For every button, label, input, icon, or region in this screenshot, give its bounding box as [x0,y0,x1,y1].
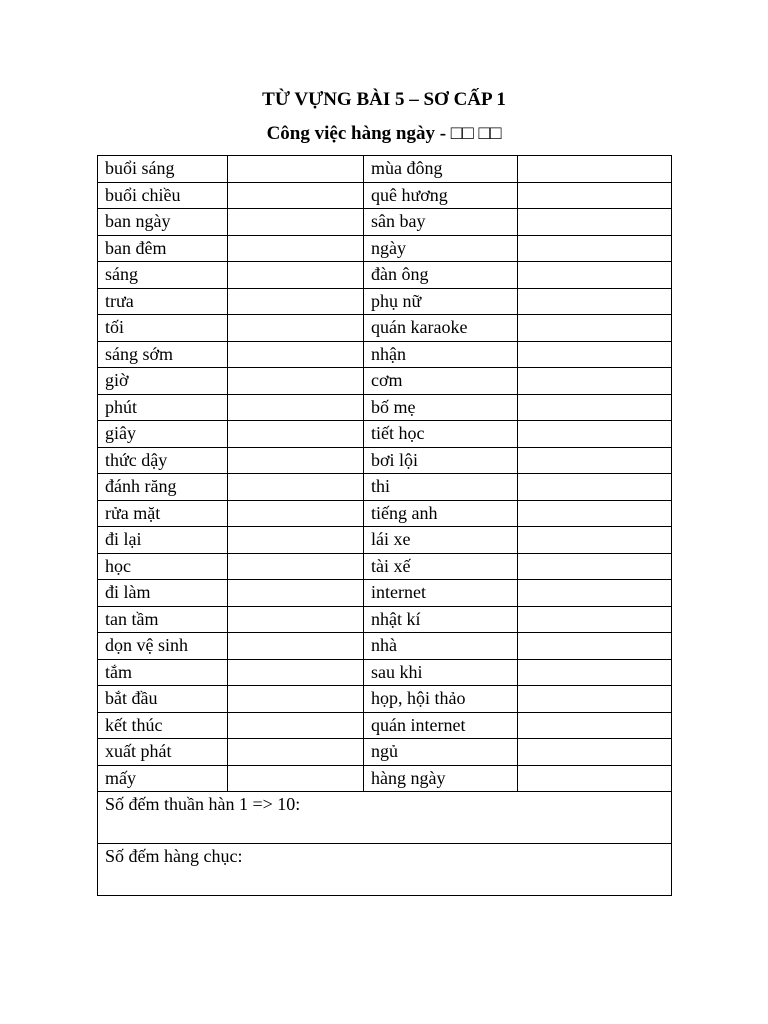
vocab-word-left: buổi sáng [98,156,228,183]
vocab-word-left: rửa mặt [98,500,228,527]
answer-cell-left[interactable] [228,553,364,580]
answer-cell-right[interactable] [518,686,672,713]
vocab-word-right: sau khi [364,659,518,686]
answer-cell-right[interactable] [518,182,672,209]
table-row [98,500,672,527]
answer-cell-left[interactable] [228,659,364,686]
answer-cell-right[interactable] [518,500,672,527]
answer-cell-left[interactable] [228,182,364,209]
vocab-word-left: tắm [98,659,228,686]
answer-cell-right[interactable] [518,315,672,342]
answer-cell-left[interactable] [228,606,364,633]
table-row [98,315,672,342]
vocab-word-left: trưa [98,288,228,315]
page-title: TỪ VỰNG BÀI 5 – SƠ CẤP 1 [262,89,506,110]
answer-cell-left[interactable] [228,368,364,395]
vocab-word-right: internet [364,580,518,607]
answer-cell-right[interactable] [518,156,672,183]
vocab-word-left: xuất phát [98,739,228,766]
vocab-word-left: tối [98,315,228,342]
table-row [98,527,672,554]
vocab-word-right: ngủ [364,739,518,766]
vocabulary-table-body [98,156,672,792]
vocab-word-left: sáng sớm [98,341,228,368]
vocab-word-right: sân bay [364,209,518,236]
table-row [98,447,672,474]
table-row [98,182,672,209]
subtitle-text: Công việc hàng ngày - [266,123,447,144]
note-row-native-numbers [98,792,672,844]
vocab-word-left: giây [98,421,228,448]
answer-cell-right[interactable] [518,394,672,421]
vocab-word-right: nhà [364,633,518,660]
vocab-word-left: tan tầm [98,606,228,633]
vocab-word-left: học [98,553,228,580]
table-row [98,288,672,315]
vocab-word-right: quê hương [364,182,518,209]
answer-cell-left[interactable] [228,739,364,766]
vocab-word-left: kết thúc [98,712,228,739]
answer-cell-left[interactable] [228,315,364,342]
vocab-word-right: quán karaoke [364,315,518,342]
vocab-word-left: sáng [98,262,228,289]
answer-cell-right[interactable] [518,447,672,474]
table-row [98,156,672,183]
table-row [98,739,672,766]
table-row [98,580,672,607]
table-row [98,712,672,739]
vocab-word-left: đánh răng [98,474,228,501]
answer-cell-right[interactable] [518,606,672,633]
note-tens[interactable]: Số đếm hàng chục: [98,844,672,896]
vocab-word-right: mùa đông [364,156,518,183]
vocab-word-right: lái xe [364,527,518,554]
table-row [98,235,672,262]
answer-cell-left[interactable] [228,394,364,421]
answer-cell-right[interactable] [518,765,672,792]
answer-cell-left[interactable] [228,765,364,792]
vocab-word-right: phụ nữ [364,288,518,315]
answer-cell-left[interactable] [228,500,364,527]
vocab-word-left: bắt đầu [98,686,228,713]
table-row [98,368,672,395]
vocab-word-left: ban ngày [98,209,228,236]
answer-cell-right[interactable] [518,235,672,262]
answer-cell-right[interactable] [518,262,672,289]
vocab-word-left: thức dậy [98,447,228,474]
table-row [98,553,672,580]
vocab-word-right: ngày [364,235,518,262]
vocab-word-right: tài xế [364,553,518,580]
answer-cell-right[interactable] [518,341,672,368]
answer-cell-left[interactable] [228,633,364,660]
answer-cell-left[interactable] [228,288,364,315]
note-row-tens [98,844,672,896]
answer-cell-right[interactable] [518,209,672,236]
table-row [98,686,672,713]
vocab-word-left: giờ [98,368,228,395]
answer-cell-right[interactable] [518,288,672,315]
vocab-word-left: đi làm [98,580,228,607]
table-row [98,421,672,448]
table-row [98,765,672,792]
table-row [98,606,672,633]
vocab-word-left: phút [98,394,228,421]
vocab-word-right: cơm [364,368,518,395]
answer-cell-right[interactable] [518,633,672,660]
answer-cell-left[interactable] [228,156,364,183]
vocab-word-right: tiếng anh [364,500,518,527]
page-subtitle [0,122,768,146]
vocab-word-left: ban đêm [98,235,228,262]
vocab-word-left: mấy [98,765,228,792]
notes-section [98,792,672,896]
note-native-numbers[interactable]: Số đếm thuần hàn 1 => 10: [98,792,672,844]
table-row [98,474,672,501]
answer-cell-right[interactable] [518,739,672,766]
answer-cell-left[interactable] [228,474,364,501]
answer-cell-left[interactable] [228,235,364,262]
answer-cell-left[interactable] [228,209,364,236]
answer-cell-left[interactable] [228,341,364,368]
vocab-word-right: thi [364,474,518,501]
table-row [98,341,672,368]
answer-cell-right[interactable] [518,580,672,607]
vocab-word-left: đi lại [98,527,228,554]
answer-cell-right[interactable] [518,659,672,686]
answer-cell-left[interactable] [228,447,364,474]
vocab-word-right: nhận [364,341,518,368]
vocabulary-table [97,155,672,896]
vocab-word-right: bơi lội [364,447,518,474]
table-row [98,394,672,421]
answer-cell-left[interactable] [228,580,364,607]
table-row [98,262,672,289]
vocab-word-right: đàn ông [364,262,518,289]
answer-cell-right[interactable] [518,421,672,448]
answer-cell-right[interactable] [518,527,672,554]
answer-cell-left[interactable] [228,712,364,739]
answer-cell-right[interactable] [518,368,672,395]
answer-cell-right[interactable] [518,474,672,501]
answer-cell-left[interactable] [228,421,364,448]
vocab-word-left: buổi chiều [98,182,228,209]
answer-cell-left[interactable] [228,686,364,713]
answer-cell-left[interactable] [228,262,364,289]
vocab-word-right: bố mẹ [364,394,518,421]
vocab-word-right: nhật kí [364,606,518,633]
table-row [98,633,672,660]
table-row [98,209,672,236]
table-row [98,659,672,686]
subtitle-unrendered-glyphs: □□ □□ [450,123,502,144]
answer-cell-left[interactable] [228,527,364,554]
vocab-word-right: hàng ngày [364,765,518,792]
vocab-word-right: tiết học [364,421,518,448]
vocab-word-right: họp, hội thảo [364,686,518,713]
vocab-word-right: quán internet [364,712,518,739]
answer-cell-right[interactable] [518,712,672,739]
answer-cell-right[interactable] [518,553,672,580]
vocab-word-left: dọn vệ sinh [98,633,228,660]
